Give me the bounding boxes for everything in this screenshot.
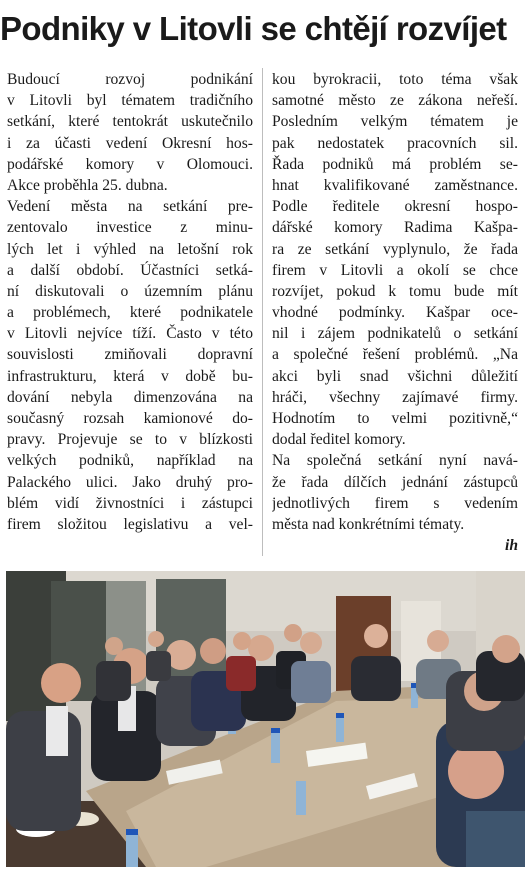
article-text-line: infrastrukturu, která v době bu- [7, 367, 253, 385]
article-text-line: Vedení města na setkání pre- [7, 198, 253, 216]
article-text-line: Hodnotím to velmi pozitivně,“ [272, 410, 518, 427]
article-text-line: a společné řešení problémů. „Na [272, 346, 518, 364]
article-text-line: firem složitou legislativu a vel- [7, 515, 253, 533]
article-text-line: Posledním velkým tématem je [272, 113, 518, 131]
article-text-line: hráči, všechny zajímavé firmy. [272, 388, 518, 406]
article-text-line: dářské komory Radima Kašpa- [272, 219, 518, 237]
article-text-line: nil i zájem podnikatelů o setkání [272, 325, 518, 343]
article-text-line: zentovalo investice z minu- [7, 219, 253, 237]
article-text-line: Budoucí rozvoj podnikání [7, 71, 253, 88]
article-text-line: ní diskutovali o územním plánu [7, 282, 253, 300]
article-text-line: města nad konkrétními tématy. [272, 515, 465, 533]
article-text-line: jednotlivých firem s vedením [272, 494, 518, 512]
article-text-line: kou byrokracii, toto téma však [272, 71, 518, 88]
article-text-line: a další období. Účastníci setká- [7, 261, 253, 279]
article-text-line: Podle ředitele okresní hospo- [272, 198, 518, 216]
article-text-line: hnat kvalifikované zaměstnance. [272, 176, 518, 194]
article-text-line: velkých podniků, například na [7, 452, 253, 470]
article-text-line: v Litovli byl tématem tradičního [7, 92, 253, 110]
column-divider [262, 68, 263, 556]
article-headline: Podniky v Litovli se chtějí rozvíjet [0, 10, 507, 47]
article-text-line: dodal ředitel komory. [272, 431, 406, 449]
article-text-line: rozvíjet, pokud k tomu bude mít [272, 282, 518, 300]
article-text-line: samotné město ze zákona neřeší. [272, 92, 518, 110]
article-text-line: blém vidí živnostníci i zástupci [7, 494, 253, 512]
article-text-line: akci byli snad všichni důležití [272, 367, 518, 385]
article-text-line: setkání, které tentokrát uskutečnilo [7, 113, 253, 131]
meeting-photo-illustration [6, 571, 525, 867]
article-text-line: a problémech, které podnikatele [7, 304, 253, 322]
article-text-line: vhodné podmínky. Kašpar oce- [272, 304, 518, 322]
article-text-line: Akce proběhla 25. dubna. [7, 176, 168, 194]
article-text-line: lých let i výhled na letošní rok [7, 240, 253, 258]
article-column-right [272, 69, 518, 556]
meeting-photo [6, 571, 525, 867]
article-text-line: Řada podniků má problém se- [272, 155, 518, 173]
article-text-line: Palackého ulici. Jako druhý pro- [7, 473, 253, 491]
article-text-line: Na společná setkání nyní navá- [272, 452, 518, 470]
article-column-left [7, 69, 253, 535]
article-text-line: podářské komory v Olomouci. [7, 155, 253, 173]
article-text-line: pak nedostatek pracovních sil. [272, 134, 518, 152]
article-text-line: v Litovli nejvíce tíží. Často v této [7, 325, 253, 343]
article-text-line: současný rozsah kamionové do- [7, 410, 253, 427]
article-text-line: firem v Litovli a okolí se chce [272, 261, 518, 279]
article-text-line: dování nebyla dimenzována na [7, 388, 253, 406]
article-text-line: souvislosti zmiňovali dopravní [7, 346, 253, 364]
author-signature: ih [504, 537, 518, 555]
article-text-line: pravy. Projevuje se to v blízkosti [7, 431, 253, 449]
article-text-line: ra ze setkání vyplynulo, že řada [272, 240, 518, 258]
article-text-line: že řada dílčích jednání zástupců [272, 473, 518, 491]
article-text-line: i za účasti vedení Okresní hos- [7, 134, 253, 152]
